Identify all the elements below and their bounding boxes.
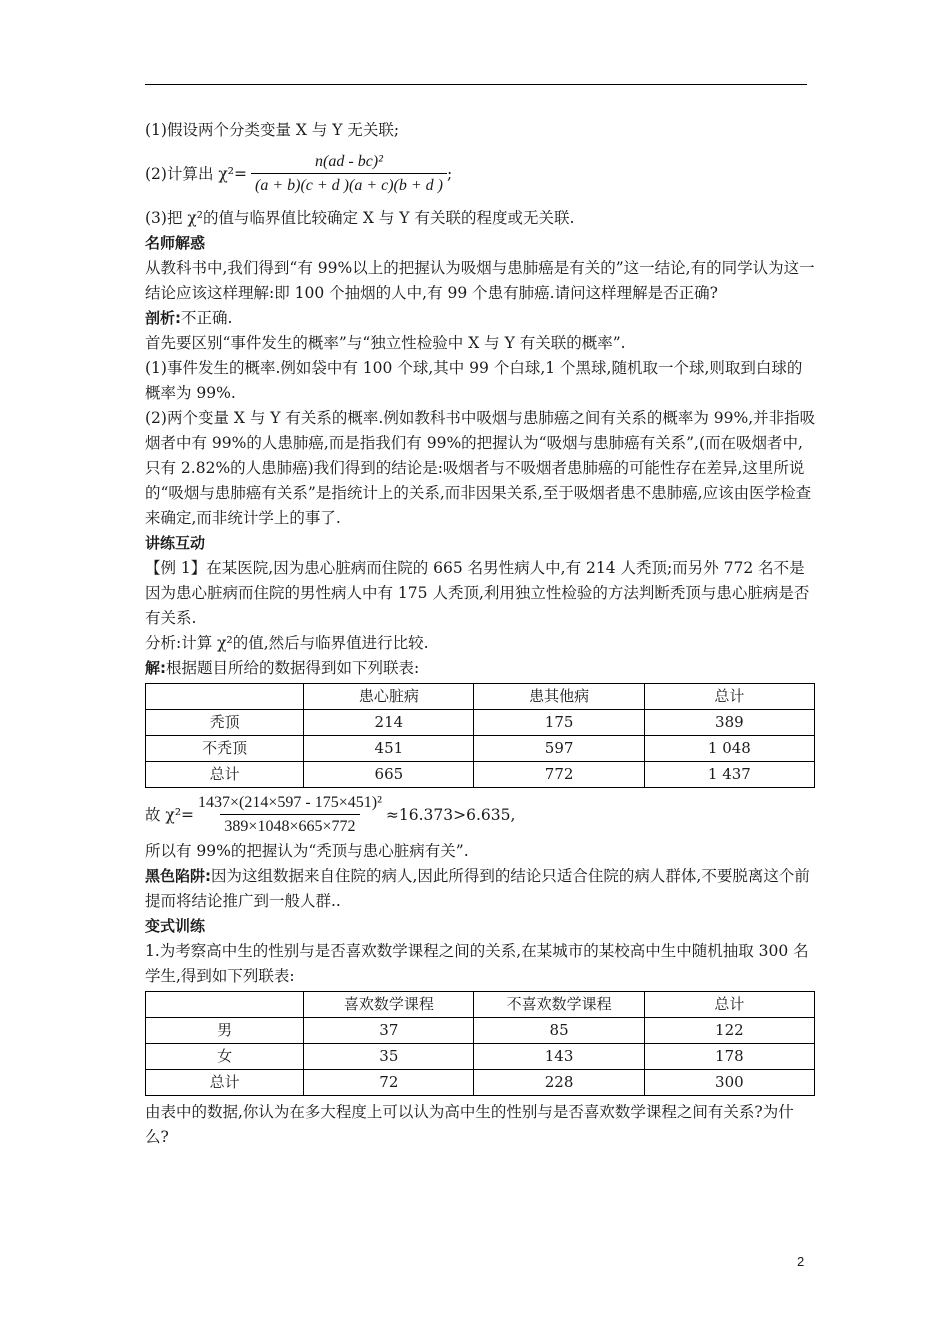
table-row [146,762,815,788]
table-row [146,736,815,762]
table-cell: 85 [474,1018,644,1044]
table-cell: 总计 [644,992,814,1018]
table-cell: 秃顶 [146,710,304,736]
table-cell: 女 [146,1044,304,1070]
analysis-paragraph: 分析:计算 χ²的值,然后与临界值进行比较. [145,634,429,652]
step-3: (3)把 χ²的值与临界值比较确定 X 与 Y 有关联的程度或无关联. [145,209,575,227]
analysis-label: 剖析: [145,309,181,327]
paragraph-1: 首先要区别“事件发生的概率”与“独立性检验中 X 与 Y 有关联的概率”. [145,334,626,352]
table-cell: 总计 [644,684,814,710]
table-cell: 患其他病 [474,684,644,710]
step-2-prefix: (2)计算出 χ²= [145,165,247,183]
solution-text: 根据题目所给的数据得到如下列联表: [166,659,420,677]
table-cell: 665 [304,762,474,788]
calc-denominator: 389×1048×665×772 [220,814,359,839]
table-cell: 总计 [146,1070,304,1096]
table-cell: 214 [304,710,474,736]
analysis-text: 不正确. [181,309,233,327]
table-cell: 1 437 [644,762,814,788]
analysis-line [145,306,817,331]
table-cell: 143 [474,1044,644,1070]
trap-label: 黑色陷阱: [145,867,211,885]
contingency-table-2 [145,991,815,1096]
table-cell: 772 [474,762,644,788]
table-cell: 122 [644,1018,814,1044]
table-cell: 不秃顶 [146,736,304,762]
table-cell: 总计 [146,762,304,788]
table-cell: 1 048 [644,736,814,762]
table-cell: 178 [644,1044,814,1070]
calculation-formula [145,792,817,839]
table-cell: 患心脏病 [304,684,474,710]
solution-line [145,656,817,681]
section-heading-1: 名师解惑 [145,234,206,252]
paragraph-2: (1)事件发生的概率.例如袋中有 100 个球,其中 99 个白球,1 个黑球,随机取一个球,则取到白球的概率为 99%. [145,359,803,402]
section-heading-3: 变式训练 [145,917,206,935]
table-row [146,1018,815,1044]
table-cell: 389 [644,710,814,736]
table-cell: 597 [474,736,644,762]
table-cell [146,684,304,710]
table-header-row [146,992,815,1018]
calc-numerator: 1437×(214×597 - 175×451)² [198,794,382,811]
table-cell [146,992,304,1018]
example-paragraph: 【例 1】在某医院,因为患心脏病而住院的 665 名男性病人中,有 214 人秃顶;而另外 772 名不是因为患心脏病而住院的男性病人中有 175 人秃顶,利用独立性检验的方法判断秃顶与患心脏病是否有关系. [145,559,810,627]
table-cell: 37 [304,1018,474,1044]
table-cell: 451 [304,736,474,762]
table-cell: 72 [304,1070,474,1096]
table-cell: 35 [304,1044,474,1070]
page-number: 2 [797,1254,805,1269]
solution-label: 解: [145,659,166,677]
table-row [146,1070,815,1096]
header-rule [145,84,807,85]
conclusion-line: 所以有 99%的把握认为“秃顶与患心脏病有关”. [145,842,469,860]
formula-denominator: (a + b)(c + d )(a + c)(b + d ) [251,173,447,198]
table-header-row [146,684,815,710]
exercise-question: 1.为考察高中生的性别与是否喜欢数学课程之间的关系,在某城市的某校高中生中随机抽取 300 名学生,得到如下列联表: [145,942,809,985]
chi-square-formula [145,151,817,198]
calc-fraction [194,792,386,839]
table-cell: 228 [474,1070,644,1096]
section-heading-2: 讲练互动 [145,534,206,552]
page-content [145,118,817,1150]
table-cell: 300 [644,1070,814,1096]
contingency-table-1 [145,683,815,788]
table-row [146,1044,815,1070]
step-2-suffix: ; [447,165,453,183]
calc-suffix: ≈16.373>6.635, [385,806,516,824]
calc-prefix: 故 χ²= [145,806,195,824]
question-paragraph: 从教科书中,我们得到“有 99%以上的把握认为吸烟与患肺癌是有关的”这一结论,有的同学认为这一结论应该这样理解:即 100 个抽烟的人中,有 99 个患有肺癌.请问这样理解是否正确? [145,259,815,302]
table-cell: 喜欢数学课程 [304,992,474,1018]
formula-numerator: n(ad - bc)² [315,153,383,170]
formula-fraction [251,151,447,198]
paragraph-3: (2)两个变量 X 与 Y 有关系的概率.例如教科书中吸烟与患肺癌之间有关系的概率为 99%,并非指吸烟者中有 99%的人患肺癌,而是指我们有 99%的把握认为“吸烟与患肺癌有关系”,(而在吸烟者中,只有 2.82%的人患肺癌)我们得到的结论是:吸烟者与不吸烟者患肺癌的可能性存在差异,这里所说的“吸烟与患肺癌有关系”是指统计上的关系,而非因果关系,至于吸烟者患不患肺癌,应该由医学检查来确定,而非统计学上的事了. [145,409,816,527]
table-cell: 男 [146,1018,304,1044]
trap-paragraph [145,864,817,914]
exercise-question-end: 由表中的数据,你认为在多大程度上可以认为高中生的性别与是否喜欢数学课程之间有关系?为什么? [145,1103,794,1146]
table-cell: 不喜欢数学课程 [474,992,644,1018]
table-cell: 175 [474,710,644,736]
trap-text: 因为这组数据来自住院的病人,因此所得到的结论只适合住院的病人群体,不要脱离这个前提而将结论推广到一般人群.. [145,867,810,910]
step-1: (1)假设两个分类变量 X 与 Y 无关联; [145,121,400,139]
table-row [146,710,815,736]
